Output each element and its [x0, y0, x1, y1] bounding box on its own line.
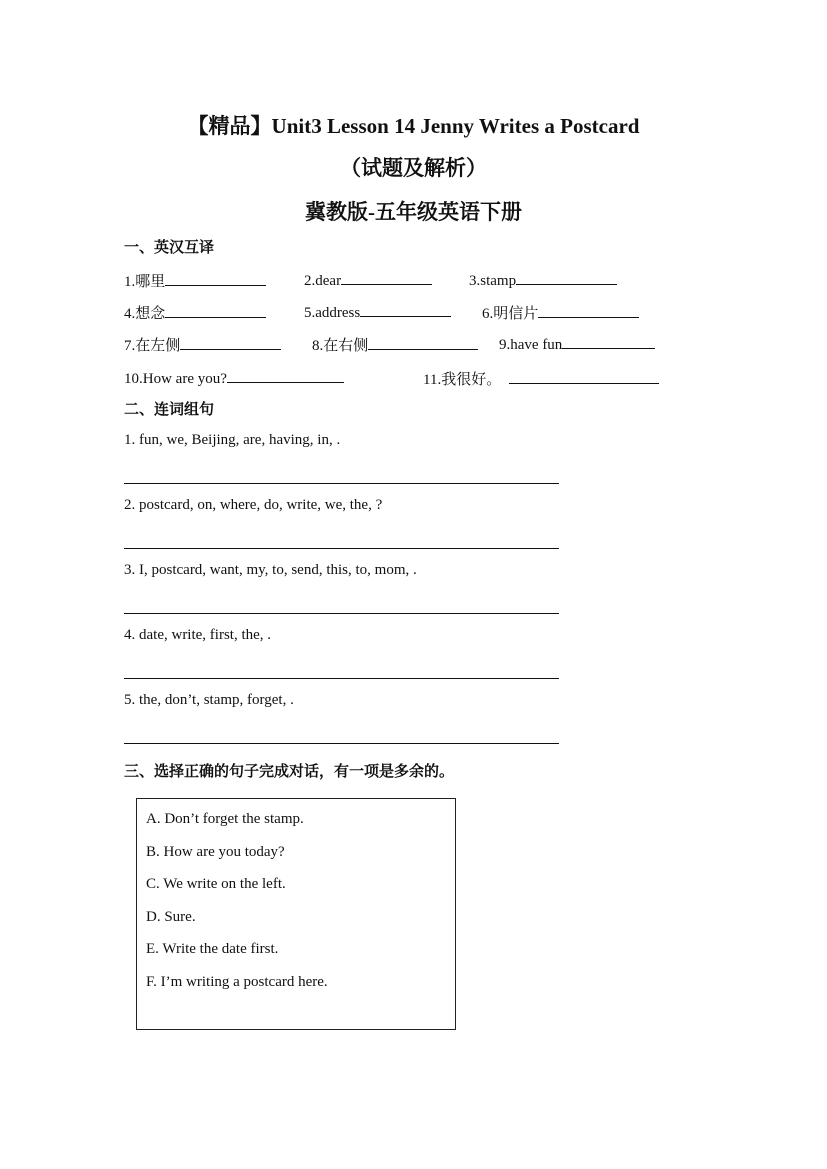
- document-title: 【精品】Unit3 Lesson 14 Jenny Writes a Postcard: [187, 114, 640, 138]
- option-d: D. Sure.: [146, 909, 196, 925]
- section3-heading: 三、选择正确的句子完成对话，有一项是多余的。: [124, 762, 455, 780]
- translation-item-9-label: 9.have fun: [499, 337, 563, 353]
- answer-line-1[interactable]: [124, 483, 559, 484]
- answer-blank[interactable]: [227, 368, 344, 383]
- answer-blank[interactable]: [165, 271, 266, 286]
- translation-item-4: [124, 302, 266, 323]
- translation-item-10: [124, 368, 344, 388]
- translation-item-4-label: 4.想念: [124, 306, 166, 322]
- reorder-question-5: 5. the, don’t, stamp, forget, .: [124, 692, 294, 708]
- translation-item-6: [482, 302, 639, 323]
- section1-heading: 一、英汉互译: [124, 238, 215, 256]
- translation-item-3-label: 3.stamp: [469, 273, 517, 289]
- answer-blank[interactable]: [165, 303, 266, 318]
- answer-blank[interactable]: [180, 335, 281, 350]
- translation-item-2: [304, 270, 432, 290]
- translation-item-6-label: 6.明信片: [482, 306, 539, 322]
- document-publisher-line: 冀教版-五年级英语下册: [305, 200, 522, 224]
- translation-item-1: [124, 270, 266, 291]
- translation-item-3: [469, 270, 617, 290]
- option-e: E. Write the date first.: [146, 941, 279, 957]
- reorder-question-2: 2. postcard, on, where, do, write, we, the, ?: [124, 497, 383, 513]
- answer-line-3[interactable]: [124, 613, 559, 614]
- reorder-question-1: 1. fun, we, Beijing, are, having, in, .: [124, 432, 341, 448]
- translation-item-8: [312, 334, 478, 355]
- option-f: F. I’m writing a postcard here.: [146, 974, 328, 990]
- options-box: [136, 798, 456, 1030]
- option-b: B. How are you today?: [146, 844, 285, 860]
- answer-line-4[interactable]: [124, 678, 559, 679]
- answer-blank[interactable]: [368, 335, 478, 350]
- answer-blank[interactable]: [516, 270, 617, 285]
- translation-item-8-label: 8.在右侧: [312, 338, 369, 354]
- translation-item-11-label: 11.我很好。: [423, 372, 502, 388]
- answer-blank[interactable]: [538, 303, 639, 318]
- translation-item-10-label: 10.How are you?: [124, 371, 227, 387]
- option-a: A. Don’t forget the stamp.: [146, 811, 304, 827]
- answer-line-2[interactable]: [124, 548, 559, 549]
- answer-blank[interactable]: [341, 270, 432, 285]
- reorder-question-4: 4. date, write, first, the, .: [124, 627, 272, 643]
- translation-item-7-label: 7.在左侧: [124, 338, 181, 354]
- answer-blank[interactable]: [509, 369, 659, 384]
- section2-heading: 二、连词组句: [124, 400, 215, 418]
- option-c: C. We write on the left.: [146, 876, 286, 892]
- translation-item-5-label: 5.address: [304, 305, 361, 321]
- translation-item-9: [499, 334, 655, 354]
- translation-item-11: [423, 368, 659, 389]
- answer-blank[interactable]: [360, 302, 451, 317]
- answer-blank[interactable]: [562, 334, 655, 349]
- document-subtitle: （试题及解析）: [340, 156, 487, 180]
- translation-item-7: [124, 334, 281, 355]
- translation-item-2-label: 2.dear: [304, 273, 342, 289]
- reorder-question-3: 3. I, postcard, want, my, to, send, this, to, mom, .: [124, 562, 417, 578]
- translation-item-1-label: 1.哪里: [124, 274, 166, 290]
- answer-line-5[interactable]: [124, 743, 559, 744]
- translation-item-5: [304, 302, 451, 322]
